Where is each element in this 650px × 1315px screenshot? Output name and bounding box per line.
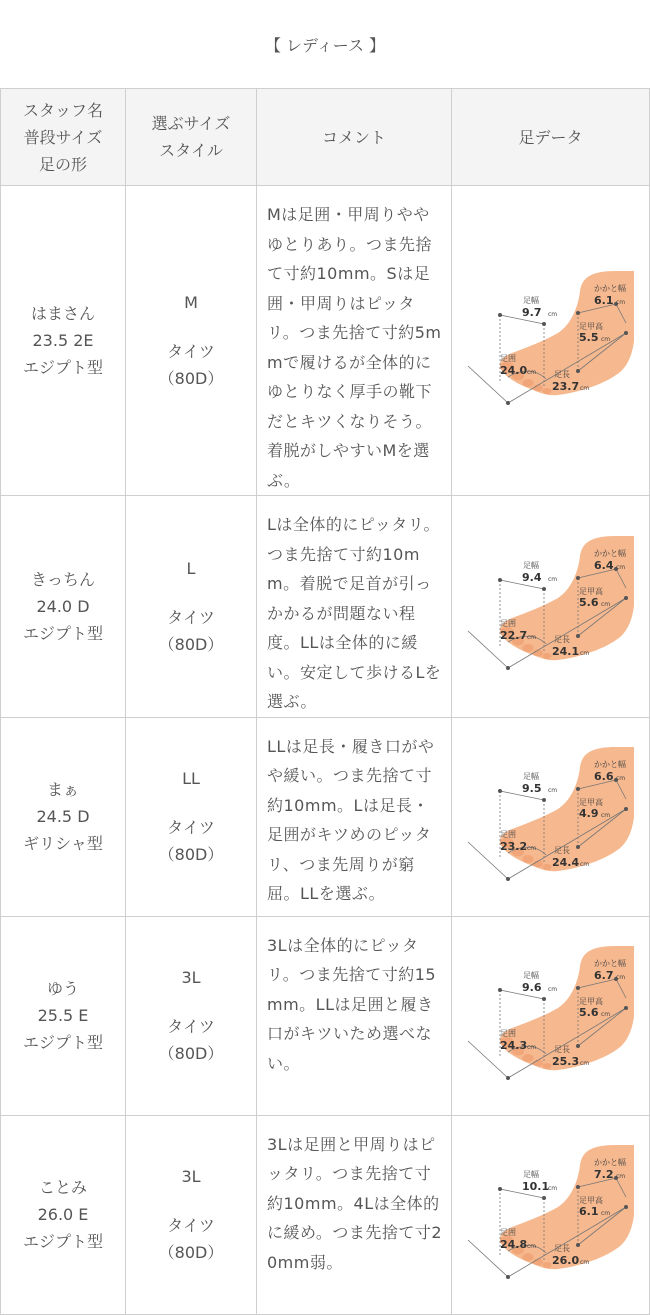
width-value: 10.1 [521, 1179, 549, 1193]
girth-unit: cm [526, 634, 536, 642]
chosen-size: LL [182, 769, 200, 788]
instep-label: 足甲高 [578, 587, 603, 597]
choice-cell [126, 1115, 257, 1314]
comment-cell: 3Lは全体的にピッタリ。つま先捨て寸約15mm。LLは足囲と履き口がキツいため選べない。 [257, 916, 452, 1115]
heel-unit: cm [615, 1172, 625, 1180]
width-value: 9.6 [521, 980, 541, 994]
heel-label: かかと幅 [593, 958, 626, 968]
table-row [1, 717, 650, 916]
girth-value: 24.0 [499, 363, 527, 377]
chosen-style: タイツ [167, 1216, 215, 1235]
length-label: 足長 [553, 1243, 570, 1253]
girth-value: 24.8 [499, 1237, 527, 1251]
width-value: 9.5 [521, 781, 541, 795]
header-staff: スタッフ名 普段サイズ 足の形 [1, 89, 126, 186]
staff-name: まぁ [46, 780, 79, 799]
choice-cell [126, 186, 257, 496]
usual-size: 26.0 E [37, 1205, 89, 1224]
instep-unit: cm [600, 1209, 610, 1217]
heel-label: かかと幅 [593, 283, 626, 293]
staff-name: きっちん [30, 569, 95, 589]
girth-unit: cm [526, 844, 536, 852]
girth-label: 足囲 [499, 353, 516, 363]
length-label: 足長 [553, 1044, 570, 1054]
table-row [1, 186, 650, 496]
comment-cell: 3Lは足囲と甲周りはピッタリ。つま先捨て寸約10mm。4Lは全体的に緩め。つま先捨て寸20mm弱。 [257, 1115, 452, 1314]
foot-data-cell [452, 717, 650, 916]
width-label: 足幅 [522, 970, 539, 980]
girth-label: 足囲 [499, 1227, 516, 1237]
foot-measurement-diagram [466, 936, 636, 1096]
table-row [1, 1115, 650, 1314]
heel-value: 6.1 [593, 293, 613, 307]
choice-cell [126, 717, 257, 916]
width-unit: cm [547, 1184, 557, 1192]
heel-unit: cm [615, 564, 625, 572]
instep-label: 足甲高 [578, 996, 603, 1006]
instep-label: 足甲高 [578, 797, 603, 807]
denier: （80D） [158, 1243, 224, 1262]
foot-shape: エジプト型 [22, 1232, 103, 1251]
length-label: 足長 [553, 845, 570, 855]
length-label: 足長 [553, 369, 570, 379]
header-choice: 選ぶサイズ スタイル [126, 89, 257, 186]
length-label: 足長 [553, 635, 570, 645]
comment-cell: Mは足囲・甲周りややゆとりあり。つま先捨て寸約10mm。Sは足囲・甲周りはピッタリ。つま先捨て寸約5mmで履けるが全体的にゆとりなく厚手の靴下だとキツくなりそう。着脱がしやすいMを選ぶ。 [257, 186, 452, 496]
heel-value: 7.2 [593, 1167, 613, 1181]
chosen-size: 3L [181, 968, 201, 987]
foot-measurement-diagram [466, 526, 636, 686]
instep-value: 6.1 [578, 1204, 598, 1218]
foot-shape: エジプト型 [22, 358, 103, 377]
girth-unit: cm [526, 368, 536, 376]
staff-name: はまさん [30, 304, 95, 323]
heel-label: かかと幅 [593, 1157, 626, 1167]
chosen-size: L [186, 558, 196, 578]
header-foot-data: 足データ [452, 89, 650, 186]
instep-unit: cm [600, 811, 610, 819]
length-value: 26.0 [551, 1253, 579, 1267]
staff-name: ことみ [38, 1178, 87, 1197]
heel-label: かかと幅 [593, 549, 626, 559]
instep-value: 5.5 [578, 330, 598, 344]
instep-label: 足甲高 [578, 1195, 603, 1205]
staff-cell [1, 496, 126, 718]
foot-shape: エジプト型 [22, 623, 103, 643]
length-unit: cm [579, 384, 589, 392]
width-label: 足幅 [522, 295, 539, 305]
chosen-style: タイツ [167, 818, 215, 837]
length-unit: cm [579, 1258, 589, 1266]
heel-unit: cm [615, 298, 625, 306]
denier: （80D） [158, 634, 224, 654]
heel-value: 6.6 [593, 769, 613, 783]
section-title: 【 レディース 】 [264, 36, 386, 55]
instep-unit: cm [600, 1010, 610, 1018]
length-value: 24.4 [551, 855, 579, 869]
chosen-size: 3L [181, 1167, 201, 1186]
staff-cell [1, 186, 126, 496]
heel-unit: cm [615, 973, 625, 981]
header-comment: コメント [257, 89, 452, 186]
staff-cell [1, 916, 126, 1115]
length-unit: cm [579, 650, 589, 658]
girth-unit: cm [526, 1043, 536, 1051]
length-value: 23.7 [551, 379, 579, 393]
width-label: 足幅 [522, 1169, 539, 1179]
foot-measurement-diagram [466, 261, 636, 421]
foot-data-cell [452, 916, 650, 1115]
length-unit: cm [579, 1059, 589, 1067]
width-unit: cm [547, 786, 557, 794]
usual-size: 23.5 2E [32, 331, 94, 350]
girth-value: 24.3 [499, 1038, 527, 1052]
comment-cell: Lは全体的にピッタリ。つま先捨て寸約10mm。着脱で足首が引っかかるが問題ない程度。LLは全体的に緩い。安定して歩けるLを選ぶ。 [257, 496, 452, 718]
heel-unit: cm [615, 774, 625, 782]
instep-unit: cm [600, 335, 610, 343]
staff-cell [1, 717, 126, 916]
girth-label: 足囲 [499, 1028, 516, 1038]
usual-size: 24.5 D [36, 807, 90, 826]
chosen-style: タイツ [167, 607, 215, 627]
girth-label: 足囲 [499, 829, 516, 839]
girth-label: 足囲 [499, 619, 516, 629]
staff-cell [1, 1115, 126, 1314]
choice-cell [126, 916, 257, 1115]
instep-unit: cm [600, 601, 610, 609]
girth-value: 23.2 [499, 839, 527, 853]
instep-value: 4.9 [578, 806, 598, 820]
length-unit: cm [579, 860, 589, 868]
width-value: 9.4 [521, 571, 541, 585]
chosen-style: タイツ [167, 342, 215, 361]
table-header-row [1, 89, 650, 186]
length-value: 25.3 [551, 1054, 579, 1068]
chosen-size: M [184, 293, 198, 312]
denier: （80D） [158, 369, 224, 388]
girth-unit: cm [526, 1242, 536, 1250]
usual-size: 25.5 E [37, 1006, 89, 1025]
foot-data-cell [452, 1115, 650, 1314]
foot-data-cell [452, 496, 650, 718]
table-row [1, 916, 650, 1115]
denier: （80D） [158, 1044, 224, 1063]
width-label: 足幅 [522, 771, 539, 781]
choice-cell [126, 496, 257, 718]
width-unit: cm [547, 576, 557, 584]
heel-value: 6.4 [593, 559, 613, 573]
width-value: 9.7 [521, 305, 541, 319]
usual-size: 24.0 D [36, 596, 90, 616]
instep-value: 5.6 [578, 596, 598, 610]
heel-label: かかと幅 [593, 759, 626, 769]
chosen-style: タイツ [167, 1017, 215, 1036]
size-comparison-table [0, 88, 650, 1315]
instep-label: 足甲高 [578, 321, 603, 331]
heel-value: 6.7 [593, 968, 613, 982]
foot-shape: エジプト型 [22, 1033, 103, 1052]
table-row [1, 496, 650, 718]
width-unit: cm [547, 985, 557, 993]
denier: （80D） [158, 845, 224, 864]
foot-measurement-diagram [466, 737, 636, 897]
width-unit: cm [547, 310, 557, 318]
instep-value: 5.6 [578, 1005, 598, 1019]
foot-measurement-diagram [466, 1135, 636, 1295]
foot-data-cell [452, 186, 650, 496]
width-label: 足幅 [522, 561, 539, 571]
length-value: 24.1 [551, 645, 579, 659]
staff-name: ゆう [46, 979, 79, 998]
comment-cell: LLは足長・履き口がやや緩い。つま先捨て寸約10mm。Lは足長・足囲がキツめのピッタリ、つま先周りが窮屈。LLを選ぶ。 [257, 717, 452, 916]
foot-shape: ギリシャ型 [23, 834, 103, 853]
girth-value: 22.7 [499, 629, 527, 643]
